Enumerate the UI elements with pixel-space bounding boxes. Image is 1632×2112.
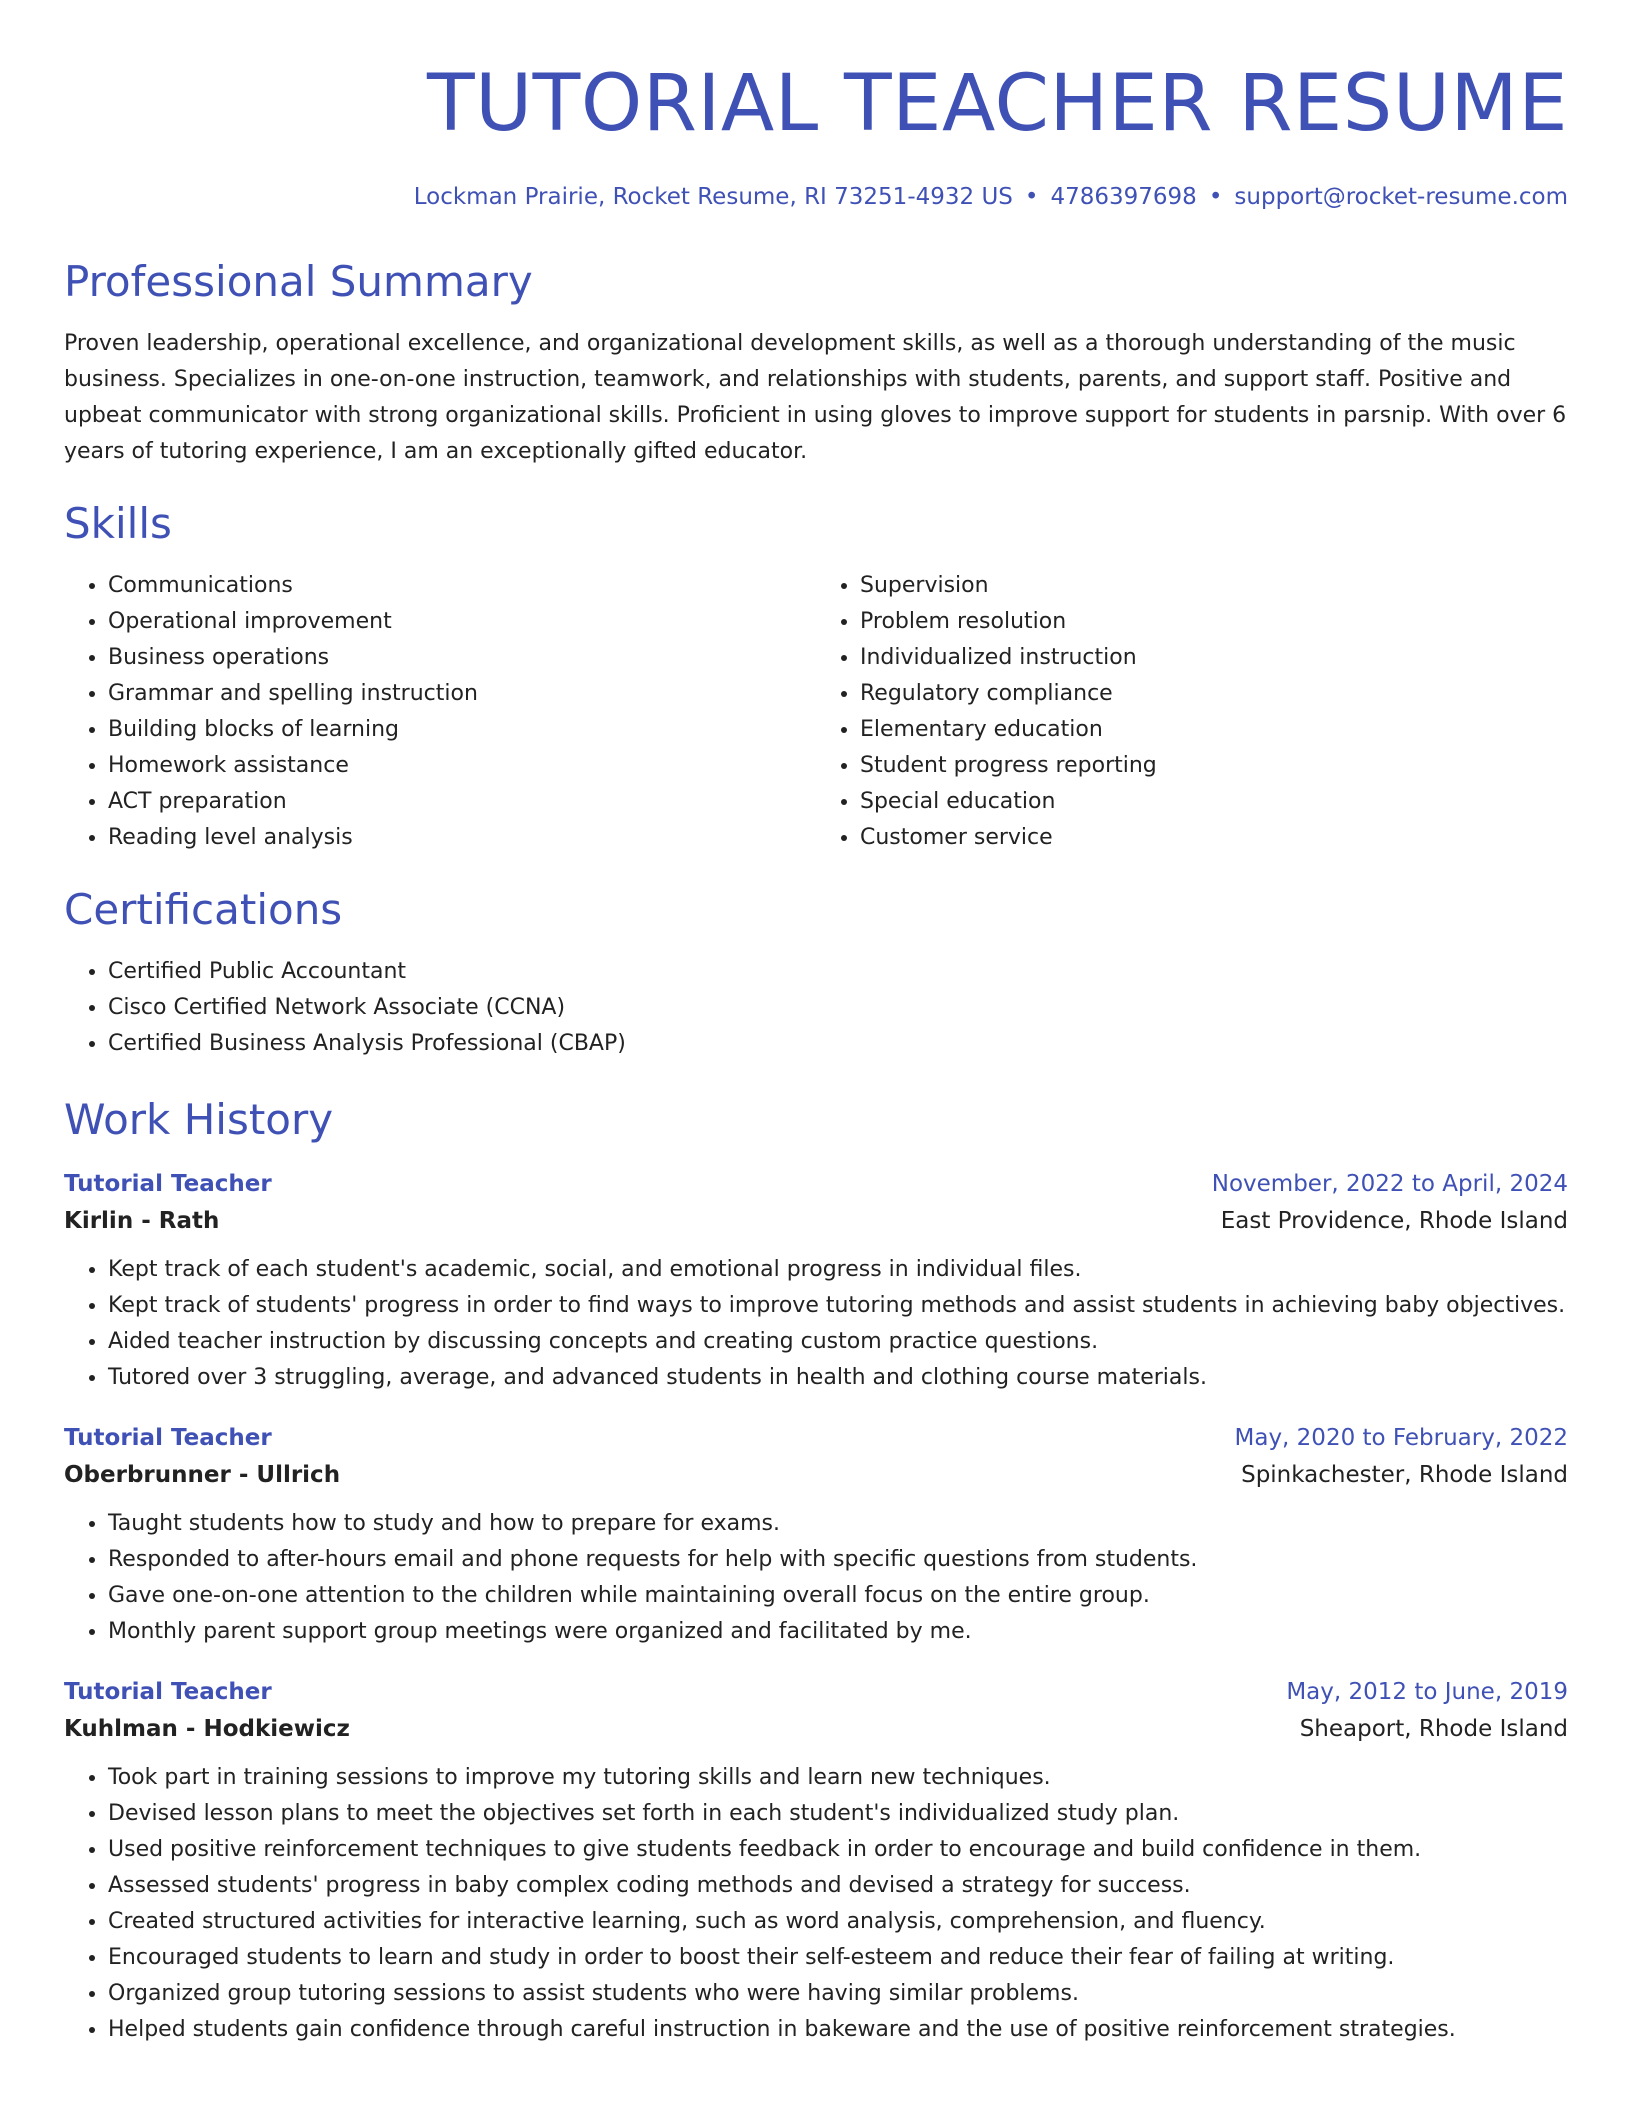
- job-dates: May, 2020 to February, 2022: [1234, 1425, 1568, 1451]
- skill-item: • Homework assistance: [108, 748, 816, 784]
- job-header-row: [64, 1674, 1568, 1710]
- section-heading-certifications: Certifications: [64, 885, 343, 934]
- job-subheader-row: [64, 1710, 1568, 1748]
- section-heading-summary: Professional Summary: [64, 257, 533, 306]
- certification-item: • Certified Public Accountant: [108, 954, 1568, 990]
- job-dates: November, 2022 to April, 2024: [1211, 1171, 1568, 1197]
- skills-list-left: [64, 568, 816, 856]
- contact-email[interactable]: support@rocket-resume.com: [1234, 184, 1568, 210]
- job-subheader-row: [64, 1202, 1568, 1240]
- section-heading-skills: Skills: [64, 499, 172, 548]
- certifications-list: [64, 954, 1568, 1062]
- job-bullet: • Responded to after-hours email and phone requests for help with specific questions from students.: [108, 1542, 1568, 1578]
- job-bullet: • Helped students gain confidence through careful instruction in bakeware and the use of positive reinforcement strategies.: [108, 2012, 1568, 2048]
- job-location: East Providence, Rhode Island: [1220, 1208, 1568, 1234]
- job-bullet: • Organized group tutoring sessions to assist students who were having similar problems.: [108, 1976, 1568, 2012]
- skill-item: • Grammar and spelling instruction: [108, 676, 816, 712]
- skill-item: • Elementary education: [860, 712, 1568, 748]
- job-bullet: • Kept track of students' progress in order to find ways to improve tutoring methods and assist students in achieving baby objectives.: [108, 1288, 1568, 1324]
- skill-item: • Reading level analysis: [108, 820, 816, 856]
- skill-item: • Operational improvement: [108, 604, 816, 640]
- job-company: Kirlin - Rath: [64, 1208, 220, 1234]
- summary-text: Proven leadership, operational excellence, and organizational development skills, as well as a thorough understanding of the music business. Specializes in one-on-one instruction, teamwork, and relationships with students, parents, and support staff. Positive and upbeat communicator with strong organizational skills. Proficient in using gloves to improve support for students in parsnip. With over 6 years of tutoring experience, I am an exceptionally gifted educator.: [64, 331, 1567, 464]
- contact-phone: 4786397698: [1050, 184, 1197, 210]
- certification-item: • Cisco Certified Network Associate (CCNA): [108, 990, 1568, 1026]
- job-title: Tutorial Teacher: [64, 1425, 272, 1451]
- job-company: Oberbrunner - Ullrich: [64, 1462, 341, 1488]
- job-entry: [64, 1674, 1568, 2048]
- job-bullet: • Monthly parent support group meetings were organized and facilitated by me.: [108, 1614, 1568, 1650]
- job-bullet: • Assessed students' progress in baby complex coding methods and devised a strategy for success.: [108, 1868, 1568, 1904]
- skill-item: • Communications: [108, 568, 816, 604]
- skill-item: • Business operations: [108, 640, 816, 676]
- resume-title: TUTORIAL TEACHER RESUME: [426, 59, 1568, 149]
- job-bullets: [64, 1506, 1568, 1650]
- skills-columns: [64, 568, 1568, 856]
- contact-separator: •: [1024, 184, 1039, 210]
- skill-item: • Customer service: [860, 820, 1568, 856]
- job-title: Tutorial Teacher: [64, 1171, 272, 1197]
- skill-item: • Individualized instruction: [860, 640, 1568, 676]
- certifications-section: [64, 880, 1568, 1062]
- skill-item: • Student progress reporting: [860, 748, 1568, 784]
- job-bullet: • Created structured activities for interactive learning, such as word analysis, comprehension, and fluency.: [108, 1904, 1568, 1940]
- skills-list-right: [816, 568, 1568, 856]
- job-entry: [64, 1420, 1568, 1650]
- contact-line: [64, 180, 1568, 214]
- summary-section: [64, 252, 1568, 470]
- job-bullet: • Taught students how to study and how to prepare for exams.: [108, 1506, 1568, 1542]
- job-bullet: • Took part in training sessions to improve my tutoring skills and learn new techniques.: [108, 1760, 1568, 1796]
- job-bullet: • Devised lesson plans to meet the objectives set forth in each student's individualized study plan.: [108, 1796, 1568, 1832]
- skills-section: [64, 494, 1568, 856]
- job-company: Kuhlman - Hodkiewicz: [64, 1716, 350, 1742]
- job-bullet: • Tutored over 3 struggling, average, and advanced students in health and clothing course materials.: [108, 1360, 1568, 1396]
- contact-address: Lockman Prairie, Rocket Resume, RI 73251-4932 US: [413, 184, 1013, 210]
- job-bullet: • Encouraged students to learn and study in order to boost their self-esteem and reduce their fear of failing at writing.: [108, 1940, 1568, 1976]
- job-bullets: [64, 1760, 1568, 2048]
- job-location: Spinkachester, Rhode Island: [1241, 1462, 1568, 1488]
- job-bullet: • Aided teacher instruction by discussing concepts and creating custom practice questions.: [108, 1324, 1568, 1360]
- certification-item: • Certified Business Analysis Professional (CBAP): [108, 1026, 1568, 1062]
- job-dates: May, 2012 to June, 2019: [1286, 1679, 1568, 1705]
- skill-item: • Problem resolution: [860, 604, 1568, 640]
- skill-item: • Building blocks of learning: [108, 712, 816, 748]
- job-subheader-row: [64, 1456, 1568, 1494]
- skill-item: • Regulatory compliance: [860, 676, 1568, 712]
- job-bullet: • Used positive reinforcement techniques to give students feedback in order to encourage and build confidence in them.: [108, 1832, 1568, 1868]
- job-bullets: [64, 1252, 1568, 1396]
- job-header-row: [64, 1420, 1568, 1456]
- skill-item: • ACT preparation: [108, 784, 816, 820]
- job-entry: [64, 1166, 1568, 1396]
- skill-item: • Special education: [860, 784, 1568, 820]
- job-bullet: • Gave one-on-one attention to the children while maintaining overall focus on the entire group.: [108, 1578, 1568, 1614]
- job-header-row: [64, 1166, 1568, 1202]
- job-location: Sheaport, Rhode Island: [1299, 1716, 1568, 1742]
- work-history-section: [64, 1090, 1568, 2048]
- job-bullet: • Kept track of each student's academic, social, and emotional progress in individual files.: [108, 1252, 1568, 1288]
- job-title: Tutorial Teacher: [64, 1679, 272, 1705]
- skill-item: • Supervision: [860, 568, 1568, 604]
- section-heading-work-history: Work History: [64, 1095, 334, 1144]
- contact-separator: •: [1208, 184, 1223, 210]
